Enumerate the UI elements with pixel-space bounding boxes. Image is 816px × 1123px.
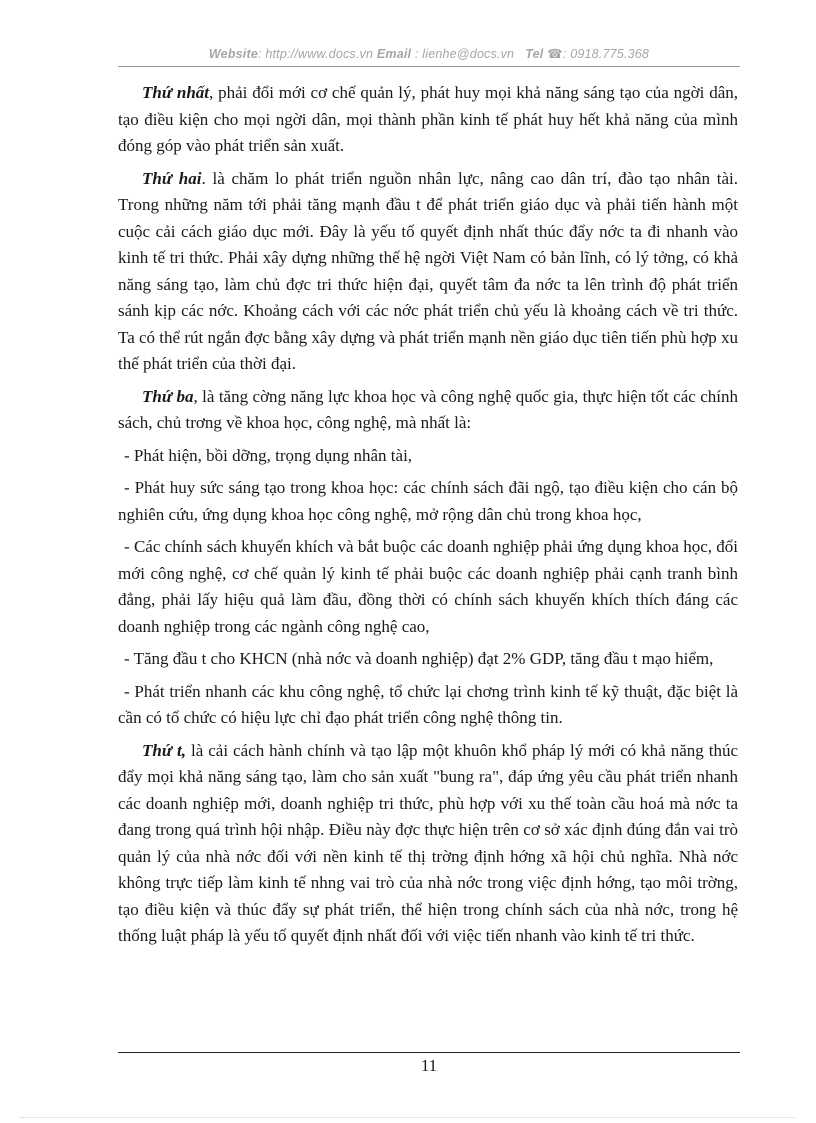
telephone-icon: ☎	[547, 47, 563, 61]
paragraph-text: , là tăng cờng năng lực khoa học và công nghệ quốc gia, thực hiện tốt các chính sách, chủ trơng về khoa học, công nghệ, mà nhất là:	[118, 386, 738, 432]
paragraph-text: là cải cách hành chính và tạo lập một khuôn khổ pháp lý mới có khả năng thúc đẩy mọi khả năng sáng tạo, làm cho sản xuất "bung ra", đáp ứng yêu cầu phát triển nhanh các doanh nghiệp mới, doanh nghiệp tri thức, phù hợp với xu thế toàn cầu hoá mà nớc ta đang trong quá trình hội nhập. Điều này đợc thực hiện trên cơ sở xác định đúng đắn vai trò quản lý của nhà nớc đối với nền kinh tế thị trờng định hớng xã hội chủ nghĩa. Nhà nớc không trực tiếp làm kinh tế nhng vai trò của nhà nớc trong việc định hớng, tạo môi trờng, tạo điều kiện và thúc đẩy sự phát triển, thể hiện trong chính sách của nhà nớc, trong hệ thống luật pháp là yếu tố quyết định nhất đối với việc tiến nhanh vào kinh tế tri thức.	[118, 740, 739, 945]
list-item-text: - Các chính sách khuyến khích và bắt buộc các doanh nghiệp phải ứng dụng khoa học, đổi mới công nghệ, cơ chế quản lý kinh tế phải buộc các doanh nghiệp phải cạnh tranh bình đẳng, phải lấy hiệu quả làm đầu, đồng thời có chính sách khuyến khích thích đáng các doanh nghiệp trong các ngành công nghệ cao,	[118, 537, 738, 636]
paragraph-lead: Thứ nhất	[142, 83, 209, 102]
paragraph-lead: Thứ hai	[142, 168, 202, 188]
tel-value: : 0918.775.368	[562, 47, 650, 61]
paragraph-thu-ba	[118, 384, 738, 437]
list-item	[118, 475, 738, 528]
website-label: Website	[208, 47, 258, 61]
paragraph-thu-tu	[118, 738, 738, 950]
paragraph-text: , phải đổi mới cơ chế quản lý, phát huy mọi khả năng sáng tạo của ngời dân, tạo điều kiện cho mọi ngời dân, mọi thành phần kinh tế phát huy hết khả năng của mình đóng góp vào phát triển sản xuất.	[118, 83, 738, 155]
list-item	[118, 443, 738, 470]
page-number: 11	[420, 1056, 438, 1075]
list-item	[118, 646, 738, 673]
paragraph-lead: Thứ t,	[142, 740, 186, 760]
paragraph-thu-nhat	[118, 80, 738, 160]
page-header	[118, 46, 740, 61]
header-divider	[118, 66, 740, 67]
list-item-text: - Phát huy sức sáng tạo trong khoa học: các chính sách đãi ngộ, tạo điều kiện cho cán bộ nghiên cứu, ứng dụng khoa học công nghệ, mở rộng dân chủ trong khoa học,	[118, 478, 738, 524]
website-value: : http://www.docs.vn	[258, 47, 374, 61]
tel-label: Tel	[525, 47, 544, 61]
email-value: : lienhe@docs.vn	[411, 47, 515, 61]
paragraph-thu-hai	[118, 166, 738, 378]
list-item	[118, 534, 738, 640]
list-item	[118, 679, 738, 732]
paragraph-text: . là chăm lo phát triển nguồn nhân lực, nâng cao dân trí, đào tạo nhân tài. Trong những năm tới phải tăng mạnh đầu t để phát triển giáo dục và phải tiến hành một cuộc cải cách giáo dục mới. Đây là yếu tố quyết định nhất thúc đẩy nớc ta đi nhanh vào kinh tế tri thức. Phải xây dựng những thế hệ ngời Việt Nam có bản lĩnh, có lý tởng, có khả năng sáng tạo, làm chủ đợc tri thức hiện đại, quyết tâm đa nớc ta lên trình độ phát triển sánh kịp các nớc. Khoảng cách với các nớc phát triển chủ yếu là khoảng cách về tri thức. Ta có thể rút ngắn đợc bằng xây dựng và phát triển mạnh nền giáo dục tiên tiến phù hợp xu thế phát triển của thời đại.	[118, 168, 738, 373]
footer-divider	[118, 1052, 740, 1053]
list-item-text: - Tăng đầu t cho KHCN (nhà nớc và doanh nghiệp) đạt 2% GDP, tăng đầu t mạo hiểm,	[124, 649, 714, 668]
email-label: Email	[376, 47, 412, 61]
document-body	[118, 80, 738, 956]
list-item-text: - Phát triển nhanh các khu công nghệ, tổ chức lại chơng trình kinh tế kỹ thuật, đặc biệt là cần có tổ chức có hiệu lực chỉ đạo phát triển công nghệ thông tin.	[118, 681, 738, 727]
page-bottom-border	[20, 1117, 796, 1118]
list-item-text: - Phát hiện, bồi dỡng, trọng dụng nhân tài,	[124, 445, 413, 465]
paragraph-lead: Thứ ba	[142, 386, 194, 406]
